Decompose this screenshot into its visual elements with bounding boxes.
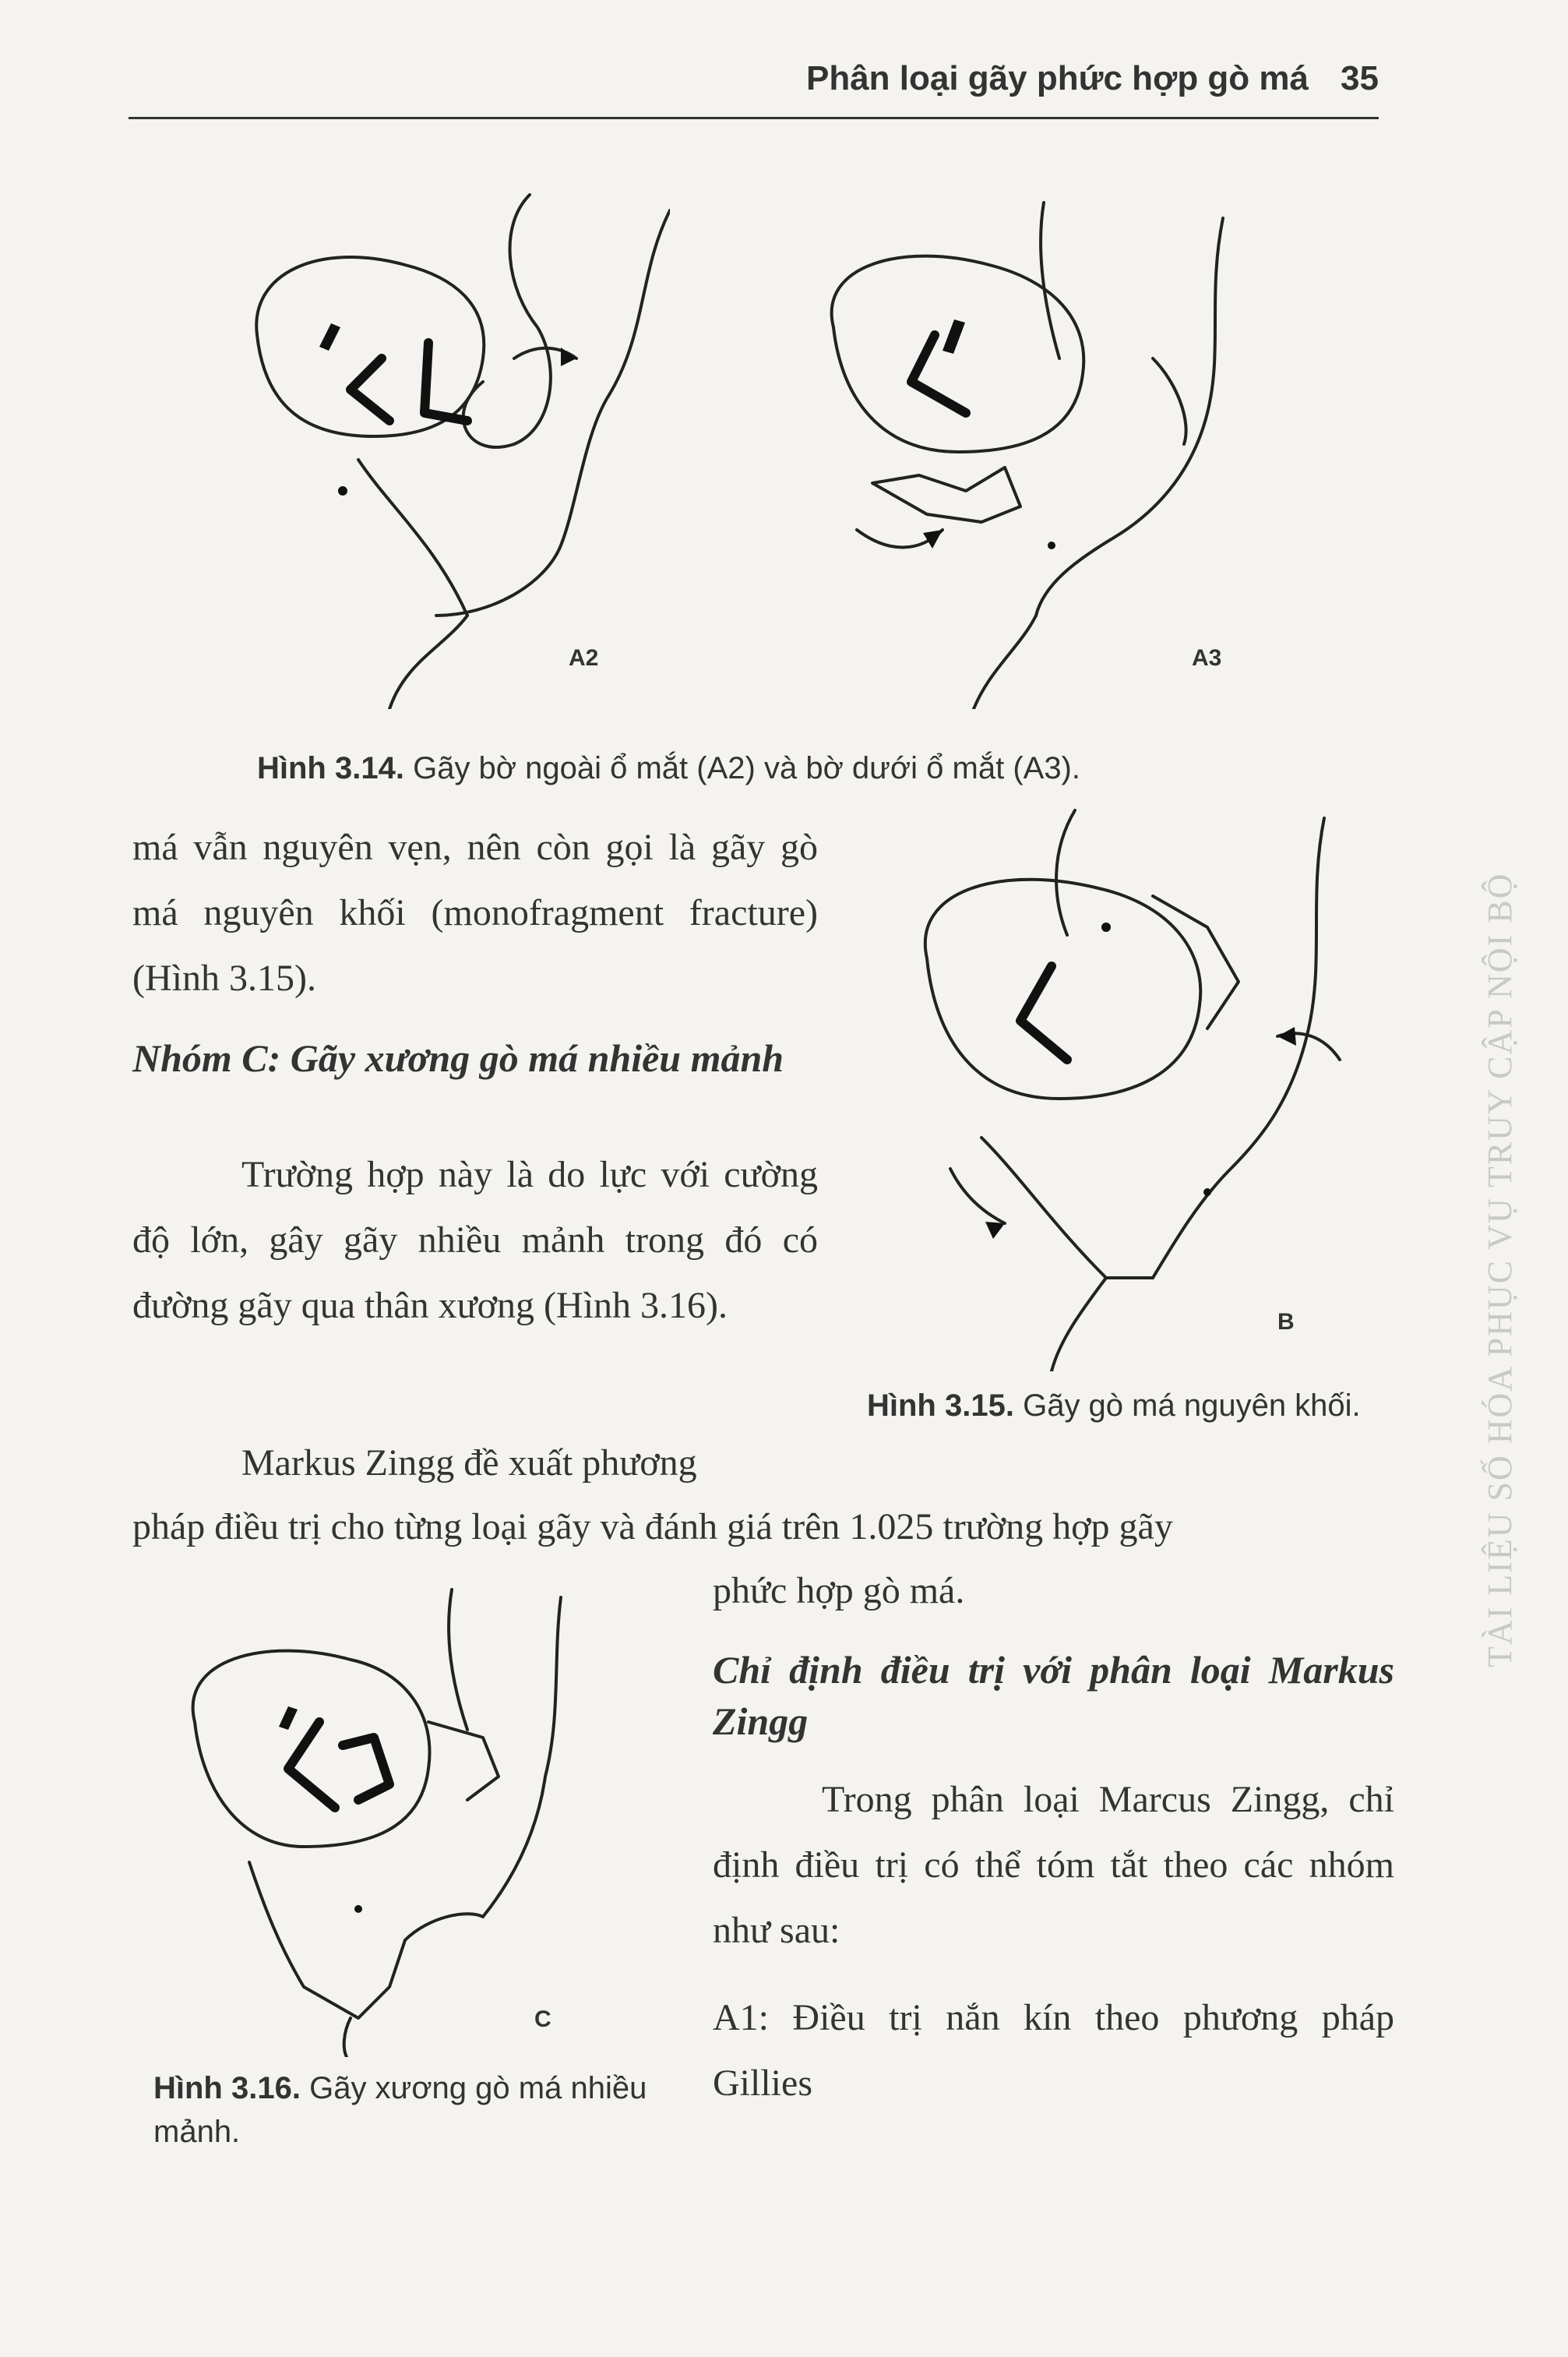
figure-a2-illustration bbox=[234, 179, 670, 709]
figure-a3-illustration bbox=[787, 179, 1270, 709]
paragraph-zingg-end: phức hợp gò má. bbox=[713, 1570, 965, 1611]
figure-3-16-text: Gãy xương gò má nhiều mảnh. bbox=[153, 2071, 647, 2149]
paragraph-treatment-summary: Trong phân loại Marcus Zingg, chỉ định điều trị có thể tóm tắt theo các nhóm như sau: bbox=[713, 1779, 1394, 1951]
figure-b-label: B bbox=[1277, 1309, 1295, 1335]
page-number: 35 bbox=[1341, 59, 1379, 97]
figure-3-14-number: Hình 3.14. bbox=[257, 751, 404, 785]
watermark: TÀI LIỆU SỐ HÓA PHỤC VỤ TRUY CẬP NỘI BỘ bbox=[1481, 872, 1519, 1667]
page-header bbox=[129, 55, 1379, 119]
figure-b-illustration bbox=[872, 803, 1371, 1371]
paragraph-group-c: Trường hợp này là do lực với cường độ lớn, gây gãy nhiều mảnh trong đó có đường gãy qua thân xương (Hình 3.16). bbox=[132, 1154, 818, 1326]
figure-3-15-text: Gãy gò má nguyên khối. bbox=[1023, 1388, 1361, 1423]
figure-a3-label: A3 bbox=[1192, 645, 1222, 671]
paragraph-zingg-continued: pháp điều trị cho từng loại gãy và đánh giá trên 1.025 trường hợp gãy bbox=[132, 1506, 1173, 1547]
paragraph-a1-treatment: A1: Điều trị nắn kín theo phương pháp Gillies bbox=[713, 1997, 1394, 2104]
figure-3-15-number: Hình 3.15. bbox=[867, 1388, 1014, 1423]
running-title: Phân loại gãy phức hợp gò má bbox=[805, 59, 1309, 97]
heading-treatment-indication: Chỉ định điều trị với phân loại Markus Zingg bbox=[713, 1648, 1394, 1743]
figure-3-16-number: Hình 3.16. bbox=[153, 2071, 301, 2105]
figure-a2-label: A2 bbox=[569, 645, 599, 671]
figure-c-illustration bbox=[156, 1582, 592, 2057]
figure-c-label: C bbox=[534, 2006, 551, 2032]
paragraph-monofragment: má vẫn nguyên vẹn, nên còn gọi là gãy gò má nguyên khối (monofragment fracture) (Hình 3.15). bbox=[132, 827, 818, 999]
figure-3-16-caption bbox=[153, 2066, 683, 2154]
heading-group-c: Nhóm C: Gãy xương gò má nhiều mảnh bbox=[132, 1036, 784, 1080]
figure-3-15-caption bbox=[867, 1384, 1412, 1427]
paragraph-zingg-start: Markus Zingg đề xuất phương bbox=[241, 1442, 697, 1484]
figure-3-14-text: Gãy bờ ngoài ổ mắt (A2) và bờ dưới ổ mắt (A3). bbox=[413, 751, 1080, 785]
figure-3-14-caption bbox=[257, 746, 1348, 790]
